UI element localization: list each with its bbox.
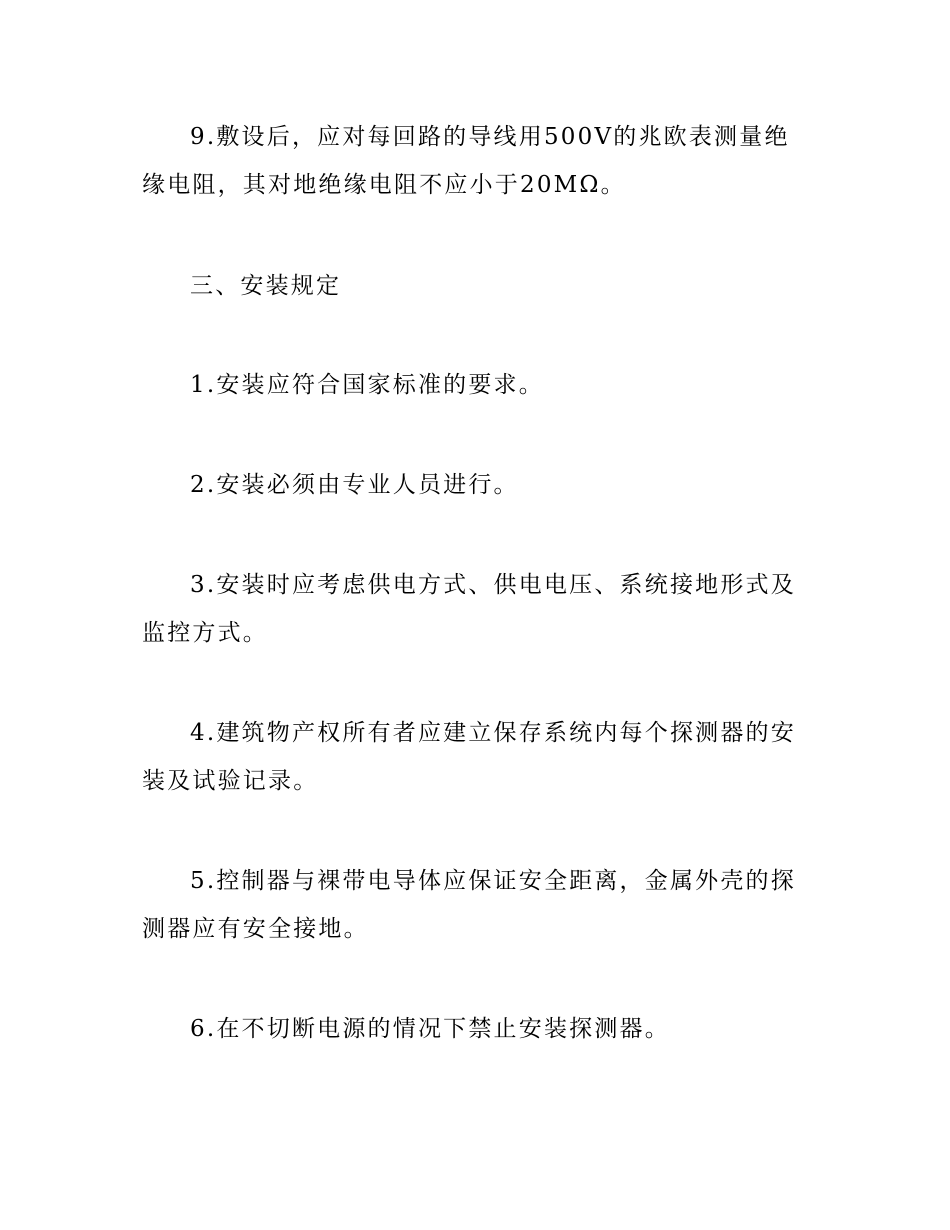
paragraph-rule-6: 6.在不切断电源的情况下禁止安装探测器。 [190, 1016, 670, 1042]
paragraph-rule-2: 2.安装必须由专业人员进行。 [190, 472, 519, 498]
section-heading-installation: 三、安装规定 [190, 273, 342, 299]
paragraph-rule-4: 4.建筑物产权所有者应建立保存系统内每个探测器的安装及试验记录。 [142, 720, 796, 794]
paragraph-rule-1: 1.安装应符合国家标准的要求。 [190, 372, 544, 398]
paragraph-insulation-test: 9.敷设后，应对每回路的导线用500V的兆欧表测量绝缘电阻，其对地绝缘电阻不应小于20MΩ。 [142, 124, 790, 198]
paragraph-rule-5: 5.控制器与裸带电导体应保证安全距离，金属外壳的探测器应有安全接地。 [142, 868, 796, 942]
paragraph-rule-3: 3.安装时应考虑供电方式、供电电压、系统接地形式及监控方式。 [142, 572, 796, 646]
